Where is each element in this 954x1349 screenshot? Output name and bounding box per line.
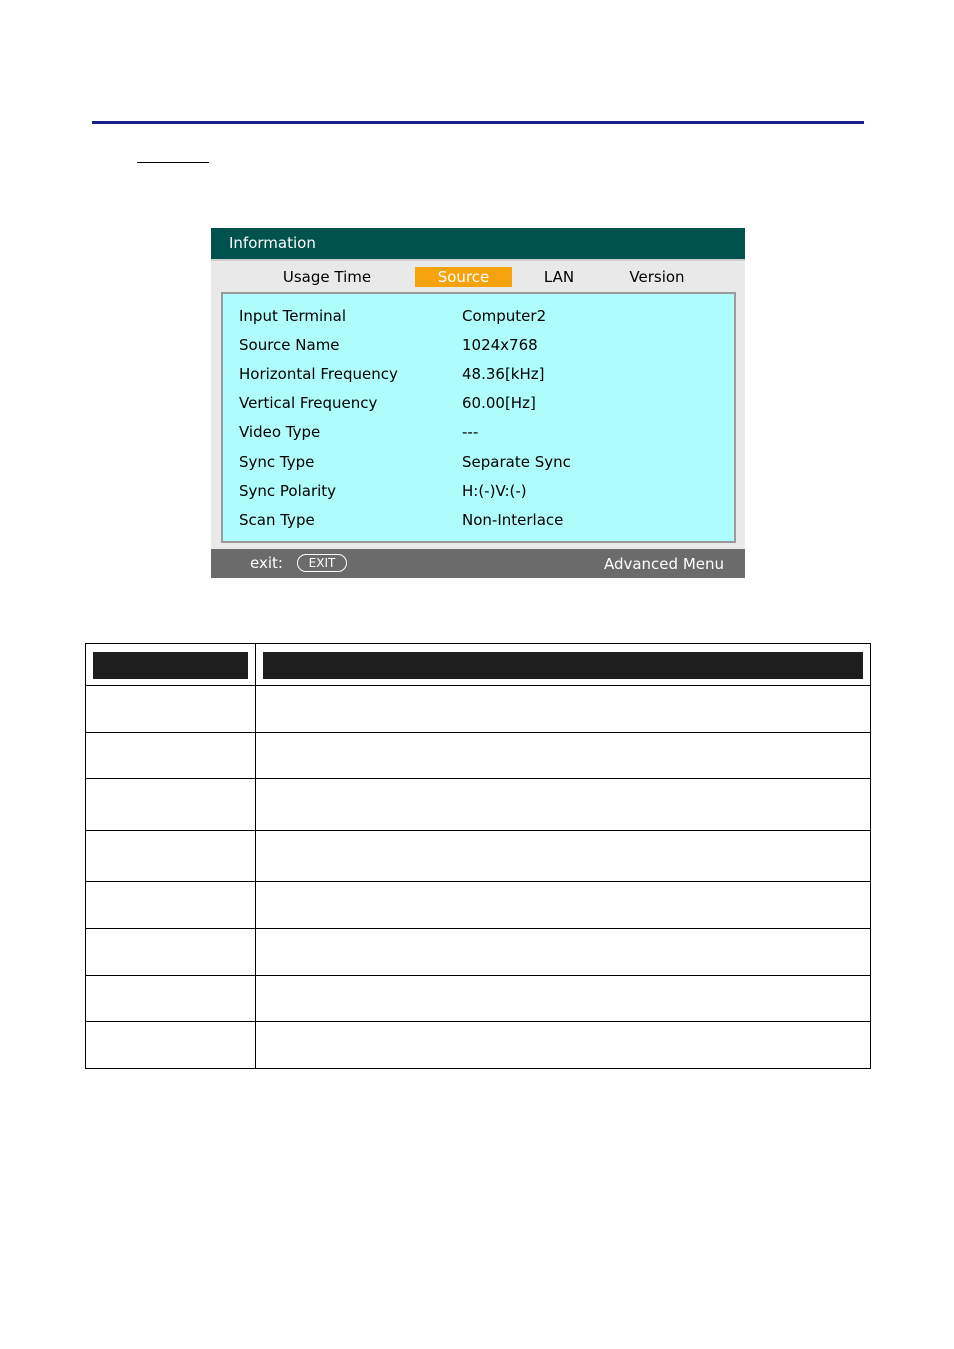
info-label: Scan Type xyxy=(239,511,315,529)
info-row-input-terminal xyxy=(239,305,719,327)
info-row-sync-polarity xyxy=(239,480,719,502)
info-value: --- xyxy=(462,423,479,441)
info-label: Sync Type xyxy=(239,453,315,471)
info-value: Computer2 xyxy=(462,307,547,325)
info-row-horizontal-frequency xyxy=(239,363,719,385)
info-value: 60.00[Hz] xyxy=(462,394,536,412)
table-row-divider xyxy=(86,1021,870,1022)
table-row-divider xyxy=(86,975,870,976)
info-label: Input Terminal xyxy=(239,307,346,325)
table-column-divider xyxy=(255,644,256,1068)
table-row-divider xyxy=(86,881,870,882)
info-row-sync-type xyxy=(239,451,719,473)
info-label: Video Type xyxy=(239,423,321,441)
table-row-divider xyxy=(86,778,870,779)
heading-underline xyxy=(137,162,209,163)
info-row-source-name xyxy=(239,334,719,356)
table-row-divider xyxy=(86,928,870,929)
info-value: Non-Interlace xyxy=(462,511,564,529)
info-row-vertical-frequency xyxy=(239,392,719,414)
info-label: Vertical Frequency xyxy=(239,394,378,412)
tab-version[interactable]: Version xyxy=(629,268,685,286)
osd-tab-bar xyxy=(211,259,745,289)
tab-usage-time[interactable]: Usage Time xyxy=(282,268,372,286)
table-header-item xyxy=(93,652,248,679)
exit-label: exit: xyxy=(250,554,283,572)
description-table xyxy=(85,643,871,1069)
info-label: Source Name xyxy=(239,336,340,354)
information-osd-window xyxy=(211,228,745,578)
source-info-panel xyxy=(221,292,736,543)
osd-title-bar: Information xyxy=(211,228,745,259)
info-label: Horizontal Frequency xyxy=(239,365,398,383)
info-value: Separate Sync xyxy=(462,453,571,471)
info-value: 1024x768 xyxy=(462,336,538,354)
info-value: H:(-)V:(-) xyxy=(462,482,527,500)
info-row-scan-type xyxy=(239,509,719,531)
table-row-divider xyxy=(86,830,870,831)
info-value: 48.36[kHz] xyxy=(462,365,545,383)
tab-source[interactable]: Source xyxy=(415,267,512,287)
table-row-divider xyxy=(86,732,870,733)
info-row-video-type xyxy=(239,421,719,443)
advanced-menu-label[interactable]: Advanced Menu xyxy=(603,555,724,573)
info-label: Sync Polarity xyxy=(239,482,337,500)
exit-button[interactable]: EXIT xyxy=(297,554,347,572)
table-row-divider xyxy=(86,685,870,686)
osd-footer xyxy=(211,549,745,578)
tab-lan[interactable]: LAN xyxy=(543,268,575,286)
top-rule xyxy=(92,121,864,124)
table-header-description xyxy=(263,652,863,679)
